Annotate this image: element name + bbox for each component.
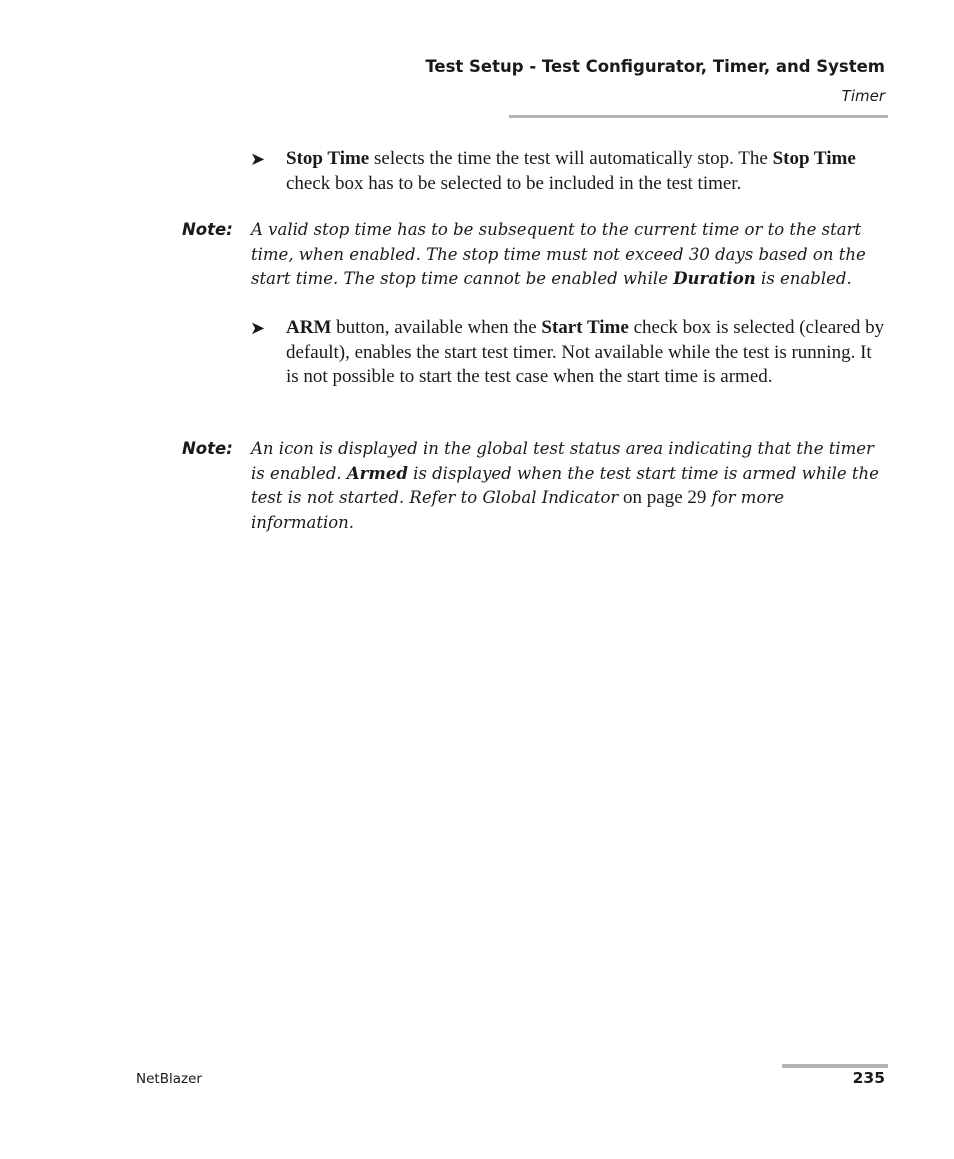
arrowhead-bullet-icon: ➤ bbox=[250, 318, 266, 338]
term-stop-time-2: Stop Time bbox=[772, 148, 856, 169]
arrowhead-bullet-icon: ➤ bbox=[250, 149, 266, 169]
bullet-arm-text: ARM button, available when the Start Time check box is selected (cleared by default), enables the start test timer. Not available while the test is running. It is not possible to start the test case when the start time is armed. bbox=[286, 317, 885, 388]
running-header-section: Timer bbox=[841, 87, 885, 105]
footer-product-name: NetBlazer bbox=[136, 1071, 202, 1087]
term-start-time: Start Time bbox=[541, 317, 629, 338]
cross-reference-link[interactable]: Global Indicator bbox=[482, 488, 619, 508]
note-label: Note: bbox=[182, 439, 233, 458]
term-stop-time: Stop Time bbox=[286, 148, 370, 169]
term-arm: ARM bbox=[286, 317, 332, 338]
note-armed-text: An icon is displayed in the global test status area indicating that the timer is enabled. Armed is displayed when the test start time is armed while the test is not started. Refer to Global Indicator on page 29 for more information. bbox=[251, 439, 879, 532]
footer-rule bbox=[782, 1064, 888, 1068]
note-stop-time-text: A valid stop time has to be subsequent to the current time or to the start time, when enabled. The stop time must not exceed 30 days based on the start time. The stop time cannot be enabled while Duration is enabled. bbox=[251, 220, 866, 289]
header-rule bbox=[509, 115, 888, 118]
note-stop-time bbox=[182, 218, 888, 292]
running-header-title: Test Setup - Test Configurator, Timer, and System bbox=[425, 57, 885, 76]
page-reference: on page 29 bbox=[618, 487, 707, 509]
term-armed: Armed bbox=[346, 463, 408, 483]
term-duration: Duration bbox=[673, 269, 756, 289]
note-label: Note: bbox=[182, 220, 233, 239]
bullet-arm bbox=[250, 316, 890, 390]
note-armed bbox=[182, 437, 888, 535]
bullet-stop-time-text: Stop Time selects the time the test will automatically stop. The Stop Time check box has to be selected to be included in the test timer. bbox=[286, 148, 856, 194]
bullet-stop-time bbox=[250, 147, 890, 196]
page-number: 235 bbox=[852, 1069, 885, 1087]
